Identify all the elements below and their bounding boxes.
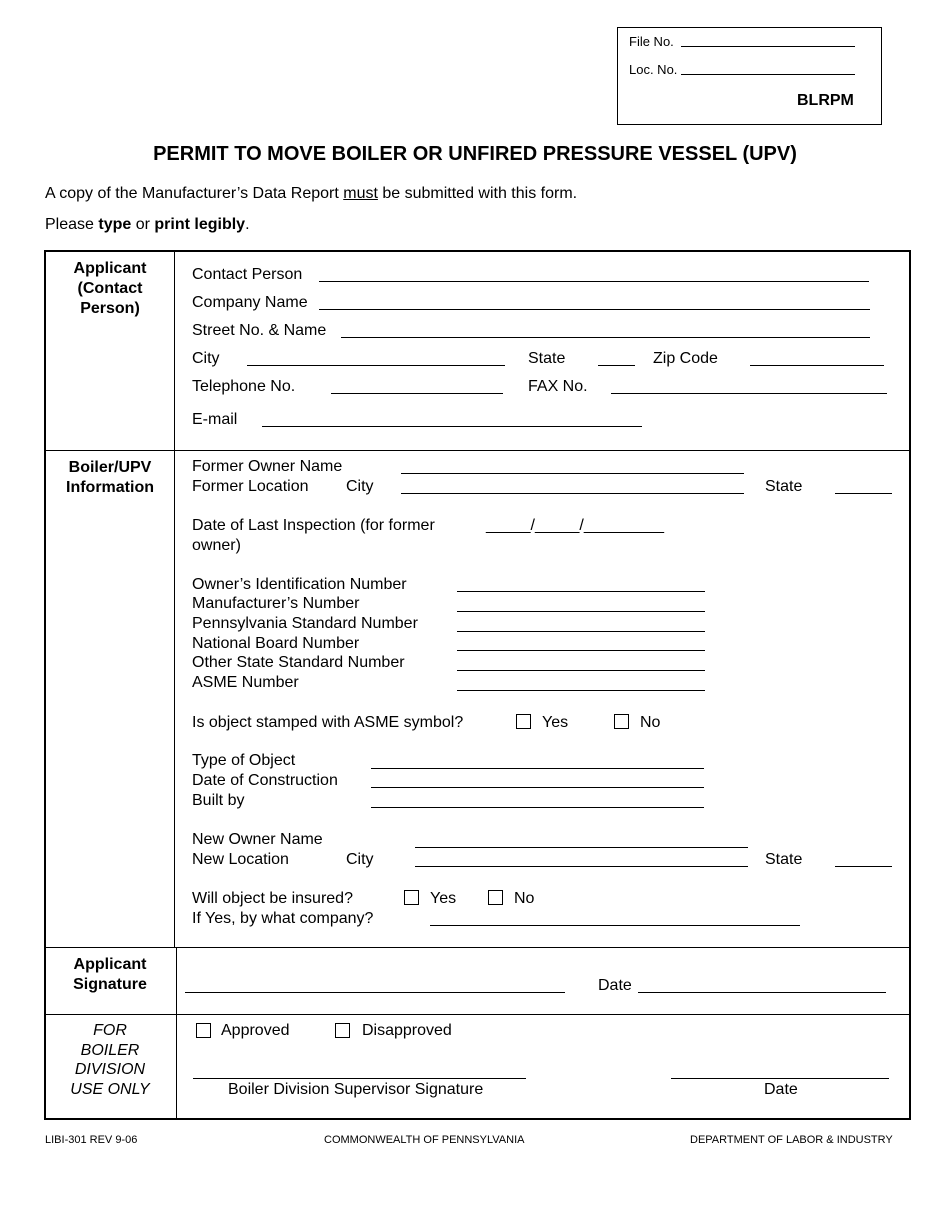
boiler-section-label: Boiler/UPV Information (66, 459, 154, 496)
column-divider (174, 252, 175, 948)
former-city-field[interactable] (401, 493, 744, 494)
asme-number-label: ASME Number (192, 674, 299, 691)
email-label: E-mail (192, 411, 238, 428)
built-by-label: Built by (192, 792, 245, 809)
contact-person-field[interactable] (319, 281, 869, 282)
last-inspection-label-cont: owner) (192, 537, 241, 554)
division-date-label: Date (764, 1081, 798, 1098)
former-owner-label: Former Owner Name (192, 458, 343, 475)
new-owner-field[interactable] (415, 847, 748, 848)
insurance-company-label: If Yes, by what company? (192, 910, 374, 927)
asme-no-checkbox[interactable] (614, 714, 629, 729)
former-state-label: State (765, 478, 803, 495)
zip-field[interactable] (750, 365, 884, 366)
insured-question: Will object be insured? (192, 890, 353, 907)
signature-date-field[interactable] (638, 992, 886, 993)
national-board-field[interactable] (457, 650, 705, 651)
division-section-label: FOR BOILER DIVISION USE ONLY (70, 1022, 150, 1098)
signature-section-label: Applicant Signature (73, 956, 147, 993)
insured-no-label: No (514, 890, 535, 907)
email-field[interactable] (262, 426, 642, 427)
division-date-field[interactable] (671, 1078, 889, 1079)
insurance-company-field[interactable] (430, 925, 800, 926)
state-label: State (528, 350, 566, 367)
form-id: LIBI-301 REV 9-06 (45, 1134, 138, 1146)
supervisor-signature-label: Boiler Division Supervisor Signature (228, 1081, 484, 1098)
last-inspection-date-field[interactable]: _____/_____/_________ (486, 517, 664, 534)
insured-yes-checkbox[interactable] (404, 890, 419, 905)
pa-standard-field[interactable] (457, 631, 705, 632)
file-no-field[interactable] (681, 46, 855, 47)
instruction-line-1: A copy of the Manufacturer’s Data Report must be submitted with this form. (45, 185, 578, 202)
pa-standard-label: Pennsylvania Standard Number (192, 615, 418, 632)
company-name-field[interactable] (319, 309, 870, 310)
telephone-field[interactable] (331, 393, 503, 394)
asme-number-field[interactable] (457, 690, 705, 691)
column-divider (176, 948, 177, 1119)
street-label: Street No. & Name (192, 322, 327, 339)
page-title: PERMIT TO MOVE BOILER OR UNFIRED PRESSURE VESSEL (UPV) (153, 143, 797, 165)
street-field[interactable] (341, 337, 870, 338)
zip-label: Zip Code (653, 350, 718, 367)
department-label: DEPARTMENT OF LABOR & INDUSTRY (690, 1134, 893, 1146)
approved-checkbox[interactable] (196, 1023, 211, 1038)
form-code: BLRPM (797, 92, 854, 109)
insured-no-checkbox[interactable] (488, 890, 503, 905)
fax-field[interactable] (611, 393, 887, 394)
asme-stamped-question: Is object stamped with ASME symbol? (192, 714, 464, 731)
date-of-construction-field[interactable] (371, 787, 704, 788)
city-field[interactable] (247, 365, 505, 366)
other-state-field[interactable] (457, 670, 705, 671)
insured-yes-label: Yes (430, 890, 457, 907)
owner-id-label: Owner’s Identification Number (192, 576, 407, 593)
type-of-object-label: Type of Object (192, 752, 296, 769)
manufacturer-number-field[interactable] (457, 611, 705, 612)
city-label: City (192, 350, 220, 367)
supervisor-signature-field[interactable] (193, 1078, 526, 1079)
former-city-label: City (346, 478, 374, 495)
section-divider (44, 1014, 911, 1015)
other-state-label: Other State Standard Number (192, 654, 405, 671)
approved-label: Approved (221, 1022, 290, 1039)
last-inspection-label: Date of Last Inspection (for former (192, 517, 435, 534)
former-owner-field[interactable] (401, 473, 744, 474)
new-owner-label: New Owner Name (192, 831, 323, 848)
contact-person-label: Contact Person (192, 266, 303, 283)
national-board-label: National Board Number (192, 635, 360, 652)
new-state-label: State (765, 851, 803, 868)
former-location-label: Former Location (192, 478, 309, 495)
manufacturer-number-label: Manufacturer’s Number (192, 595, 360, 612)
signature-date-label: Date (598, 977, 632, 994)
state-field[interactable] (598, 365, 635, 366)
loc-no-field[interactable] (681, 74, 855, 75)
asme-no-label: No (640, 714, 661, 731)
new-city-label: City (346, 851, 374, 868)
disapproved-label: Disapproved (362, 1022, 452, 1039)
built-by-field[interactable] (371, 807, 704, 808)
type-of-object-field[interactable] (371, 768, 704, 769)
commonwealth-label: COMMONWEALTH OF PENNSYLVANIA (324, 1134, 525, 1146)
new-city-field[interactable] (415, 866, 748, 867)
fax-label: FAX No. (528, 378, 588, 395)
applicant-signature-field[interactable] (185, 992, 565, 993)
owner-id-field[interactable] (457, 591, 705, 592)
instruction-line-2: Please type or print legibly. (45, 216, 250, 233)
asme-yes-checkbox[interactable] (516, 714, 531, 729)
company-name-label: Company Name (192, 294, 308, 311)
date-of-construction-label: Date of Construction (192, 772, 338, 789)
former-state-field[interactable] (835, 493, 892, 494)
loc-no-label: Loc. No. (629, 62, 678, 77)
asme-yes-label: Yes (542, 714, 569, 731)
file-no-label: File No. (629, 34, 674, 49)
new-state-field[interactable] (835, 866, 892, 867)
applicant-section-label: Applicant (Contact Person) (73, 260, 147, 317)
new-location-label: New Location (192, 851, 289, 868)
disapproved-checkbox[interactable] (335, 1023, 350, 1038)
telephone-label: Telephone No. (192, 378, 296, 395)
